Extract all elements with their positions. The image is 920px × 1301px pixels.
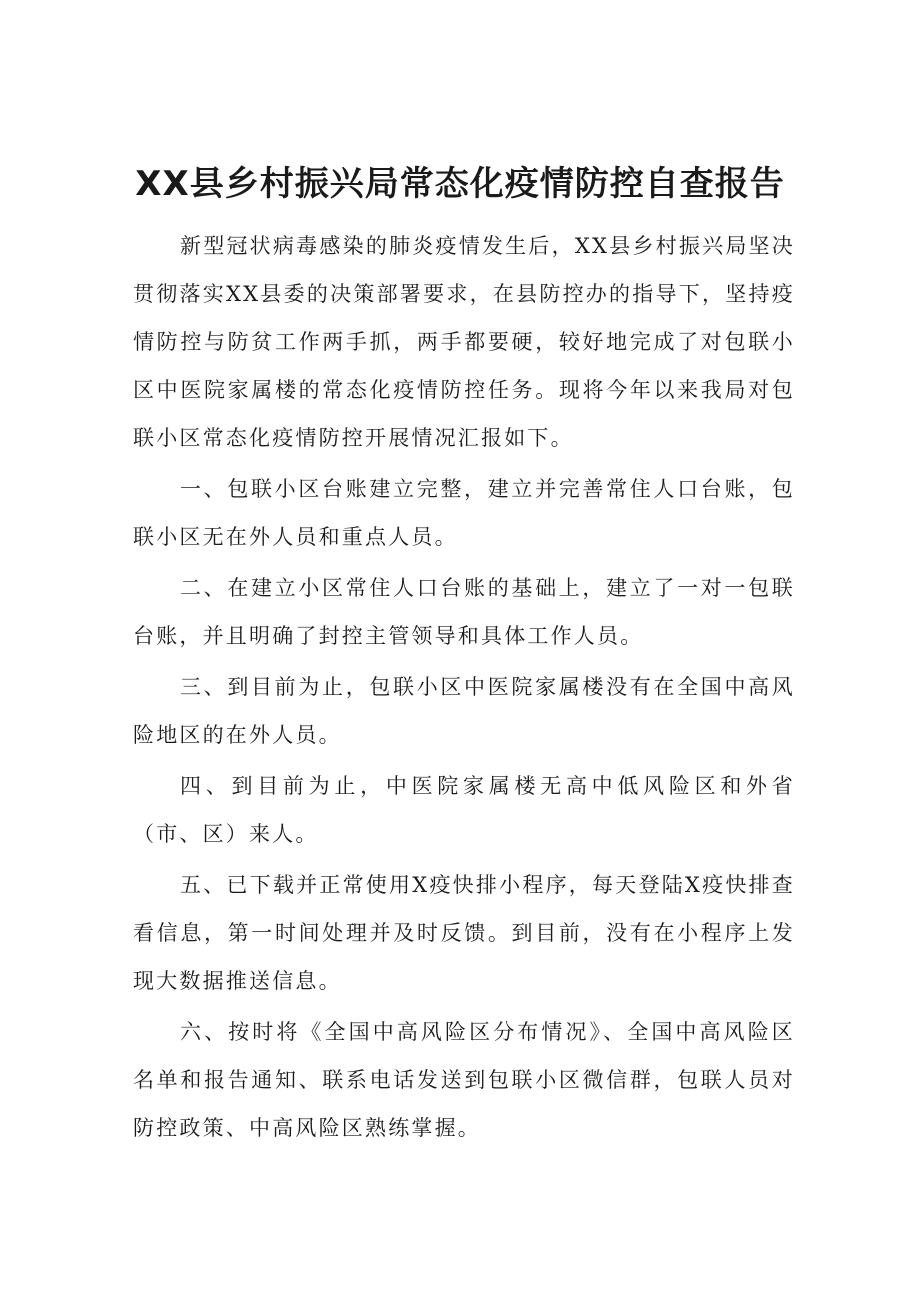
paragraph-item-6: 六、按时将《全国中高风险区分布情况》、全国中高风险区名单和报告通知、联系电话发送到包联小区微信群，包联人员对防控政策、中高风险区熟练掌握。 [133,1020,795,1140]
document-body [133,222,795,1155]
paragraph-item-3: 三、到目前为止，包联小区中医院家属楼没有在全国中高风险地区的在外人员。 [133,675,795,747]
paragraph-item-5: 五、已下载并正常使用X疫快排小程序，每天登陆X疫快排查看信息，第一时间处理并及时反馈。到目前，没有在小程序上发现大数据推送信息。 [133,873,795,993]
paragraph-intro: 新型冠状病毒感染的肺炎疫情发生后，XX县乡村振兴局坚决贯彻落实XX县委的决策部署要求，在县防控办的指导下，坚持疫情防控与防贫工作两手抓，两手都要硬，较好地完成了对包联小区中医院家属楼的常态化疫情防控任务。现将今年以来我局对包联小区常态化疫情防控开展情况汇报如下。 [133,234,795,450]
paragraph-item-1: 一、包联小区台账建立完整，建立并完善常住人口台账，包联小区无在外人员和重点人员。 [133,477,795,549]
paragraph-item-2: 二、在建立小区常住人口台账的基础上，建立了一对一包联台账，并且明确了封控主管领导和具体工作人员。 [133,576,795,648]
document-title: XX县乡村振兴局常态化疫情防控自查报告 [135,164,785,204]
paragraph-item-4: 四、到目前为止，中医院家属楼无高中低风险区和外省（市、区）来人。 [133,774,795,846]
